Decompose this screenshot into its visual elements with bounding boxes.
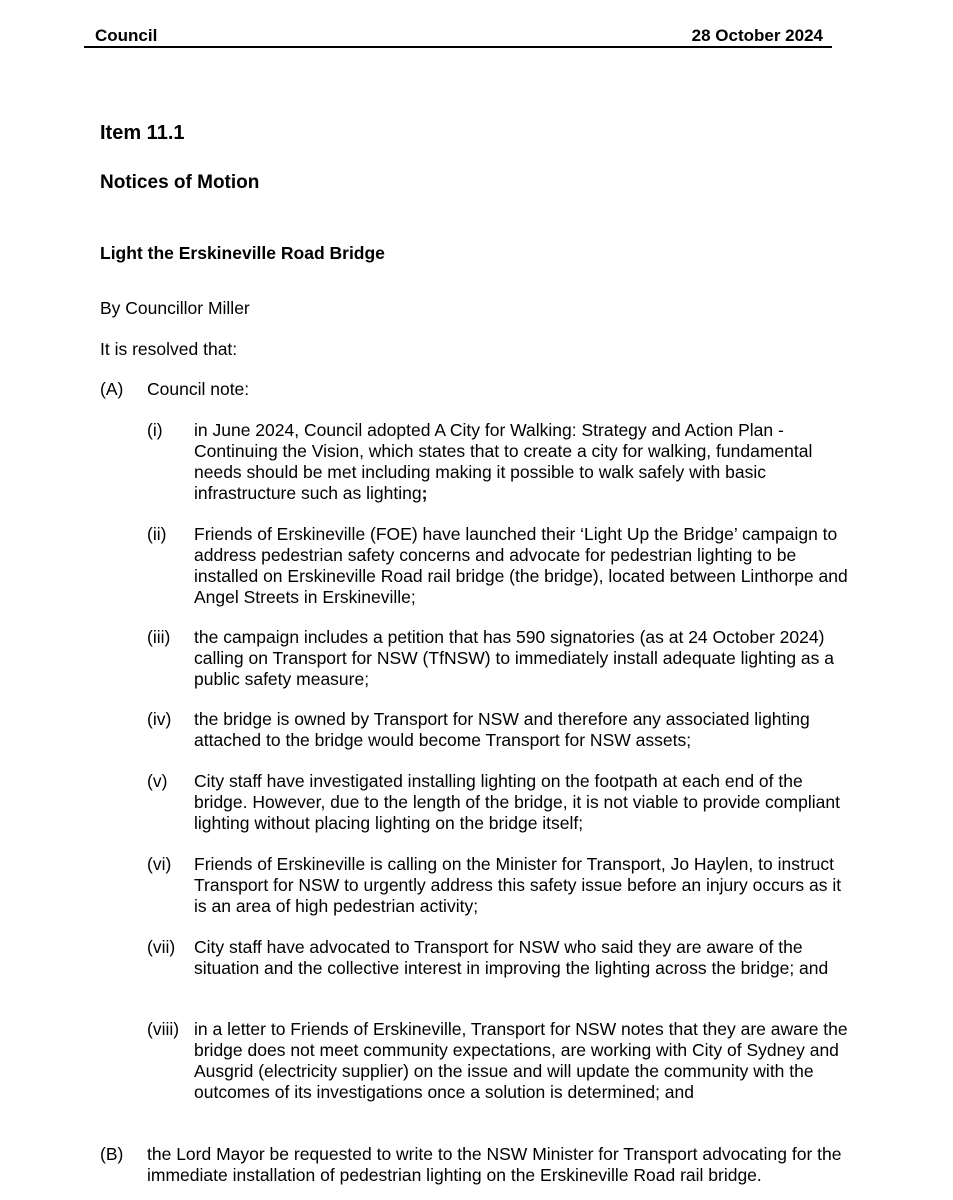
sub-item-label: (iii) [147, 627, 171, 647]
section-title: Notices of Motion [100, 172, 260, 193]
paragraph-label-b: (B) [100, 1144, 124, 1164]
sub-item-text [194, 420, 854, 504]
paragraph-text-a: Council note: [147, 379, 250, 399]
sub-item-label: (viii) [147, 1019, 180, 1039]
sub-item-label: (vii) [147, 937, 176, 957]
sub-item-label: (i) [147, 420, 163, 440]
sub-item-label: (v) [147, 771, 168, 791]
item-number: Item 11.1 [100, 122, 185, 144]
sub-item-label: (vi) [147, 854, 172, 874]
resolved-intro: It is resolved that: [100, 339, 238, 359]
byline: By Councillor Miller [100, 298, 250, 318]
sub-item-label: (iv) [147, 709, 172, 729]
sub-item-end: ; [421, 483, 428, 503]
sub-item-text: the campaign includes a petition that has 590 signatories (as at 24 October 2024) calling on Transport for NSW (TfNSW) to immediately install adequate lighting as a public safety measure; [194, 627, 834, 689]
page-header [84, 24, 832, 48]
paragraph-label-a: (A) [100, 379, 124, 399]
paragraph-text-b: the Lord Mayor be requested to write to the NSW Minister for Transport advocating for the immediate installation of pedestrian lighting on the Erskineville Road rail bridge. [147, 1144, 842, 1185]
sub-item-text: Friends of Erskineville (FOE) have launched their ‘Light Up the Bridge’ campaign to address pedestrian safety concerns and advocate for pedestrian lighting to be installed on Erskineville Road rail bridge (the bridge), located between Linthorpe and Angel Streets in Erskineville; [194, 524, 848, 607]
header-council: Council [95, 26, 158, 45]
sub-item-text: in a letter to Friends of Erskineville, Transport for NSW notes that they are aware the bridge does not meet community expectations, are working with City of Sydney and Ausgrid (electricity supplier) on the issue and will update the community with the outcomes of its investigations once a solution is determined; and [194, 1019, 848, 1102]
motion-title: Light the Erskineville Road Bridge [100, 243, 385, 263]
sub-item-text: the bridge is owned by Transport for NSW and therefore any associated lighting attached to the bridge would become Transport for NSW assets; [194, 709, 810, 750]
header-date: 28 October 2024 [691, 26, 823, 45]
sub-item-body: in June 2024, Council adopted A City for Walking: Strategy and Action Plan - Continuing the Vision, which states that to create a city for walking, fundamental needs should be met including making it possible to walk safely with basic infrastructure such as lighting [194, 420, 813, 503]
sub-item-text: Friends of Erskineville is calling on the Minister for Transport, Jo Haylen, to instruct Transport for NSW to urgently address this safety issue before an injury occurs as it is an area of high pedestrian activity; [194, 854, 842, 916]
sub-item-text: City staff have advocated to Transport for NSW who said they are aware of the situation and the collective interest in improving the lighting across the bridge; and [194, 937, 829, 978]
sub-item-label: (ii) [147, 524, 167, 544]
sub-item-text: City staff have investigated installing lighting on the footpath at each end of the bridge. However, due to the length of the bridge, it is not viable to provide compliant lighting without placing lighting on the bridge itself; [194, 771, 840, 833]
